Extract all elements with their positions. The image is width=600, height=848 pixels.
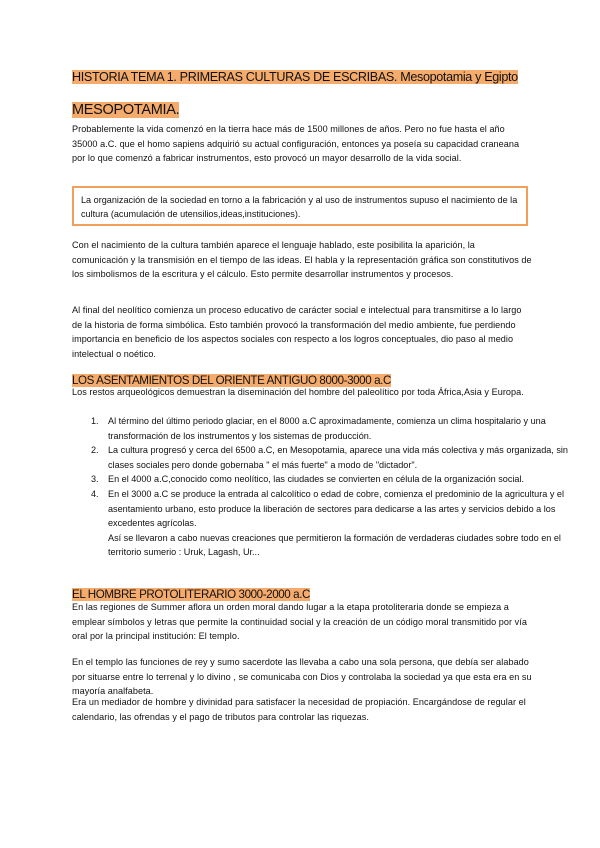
section-heading-protoliterario: EL HOMBRE PROTOLITERARIO 3000-2000 a.C [72, 588, 311, 601]
intro-paragraph: Probablemente la vida comenzó en la tierra hace más de 1500 millones de años. Pero no fue hasta el año 35000 a.C. que el homo sapiens adquirió su actual configuración, entonces ya poseía su capacidad craneana por lo que comenzó a fabricar instrumentos, esto provocó un mayor desarrollo de la vida social. [72, 124, 520, 164]
list-item: 3. En el 4000 a.C,conocido como neolítico, las ciudades se convierten en célula de la organización social. [91, 474, 525, 485]
list-item: 2. La cultura progresó y cerca del 6500 a.C, en Mesopotamia, aparece una vida más colectiva y más organizada, sin clases sociales pero donde gobernaba " el más fuerte" a modo de "dictador". [91, 445, 568, 470]
paragraph-lenguaje: Con el nacimiento de la cultura también aparece el lenguaje hablado, este posibilita la aparición, la comunicación y la transmisión en el tiempo de las ideas. El habla y la representación gráfica son constitutivos de los simbolismos de la escritura y el cálculo. Esto permite desarrollar instrumentos y procesos. [72, 240, 532, 280]
title-highlight: HISTORIA TEMA 1. PRIMERAS CULTURAS DE ESCRIBAS. Mesopotamia y Egipto [72, 70, 518, 84]
section-heading-asentamientos: LOS ASENTAMIENTOS DEL ORIENTE ANTIGUO 8000-3000 a.C [72, 374, 391, 387]
list-item: 1. Al término del último periodo glaciar, en el 8000 a.C aproximadamente, comienza un clima hospitalario y una transformación de los instrumentos y los sistemas de producción. [91, 416, 546, 441]
mediador-paragraph: Era un mediador de hombre y divinidad para satisfacer la necesidad de propiación. Encargándose de regular el calendario, las ofrendas y el pago de tributos para controlar las riquezas. [72, 697, 526, 722]
paragraph-neolitico: Al final del neolítico comienza un proceso educativo de carácter social e intelectual para transmitirse a lo largo de la historia de forma simbólica. Esto también provocó la transformación del medio ambiente, fue perdiendo importancia en beneficio de los aspectos sociales con respecto a los logros conceptuales, dio paso al medio intelectual o noético. [72, 305, 522, 359]
asentamientos-list [72, 414, 568, 560]
section-heading-mesopotamia: MESOPOTAMIA. [72, 102, 180, 118]
list-item: 4. En el 3000 a.C se produce la entrada al calcolítico o edad de cobre, comienza el predominio de la agricultura y el asentamiento urbano, esto produce la liberación de sectores para dedicarse a las artes y servicios debido a los excedentes agrícolas. Así se llevaron a cabo nuevas creaciones que permitieron la formación de verdaderas ciudades sobre todo en el territorio sumerio : Uruk, Lagash, Ur... [108, 487, 568, 560]
asentamientos-intro: Los restos arqueológicos demuestran la diseminación del hombre del paleolítico por toda África,Asia y Europa. [72, 387, 524, 397]
templo-paragraph: En el templo las funciones de rey y sumo sacerdote las llevaba a cabo una sola persona, que debía ser alabado por situarse entre lo terrenal y lo divino , se comunicaba con Dios y controlaba la sociedad ya que esta era en su mayoría analfabeta. [72, 657, 532, 697]
highlight-box: La organización de la sociedad en torno a la fabricación y al uso de instrumentos supuso el nacimiento de la cultura (acumulación de utensilios,ideas,instituciones). [72, 186, 528, 226]
list-item-continuation: Así se llevaron a cabo nuevas creaciones que permitieron la formación de verdaderas ciudades sobre todo en el territorio sumerio : Uruk, Lagash, Ur... [108, 532, 561, 558]
protoliterario-paragraph: En las regiones de Summer aflora un orden moral dando lugar a la etapa protoliteraria donde se empieza a emplear símbolos y letras que permite la continuidad social y la creación de un código moral transmitido por vía oral por la principal institución: El templo. [72, 602, 527, 642]
document-title [72, 69, 518, 85]
